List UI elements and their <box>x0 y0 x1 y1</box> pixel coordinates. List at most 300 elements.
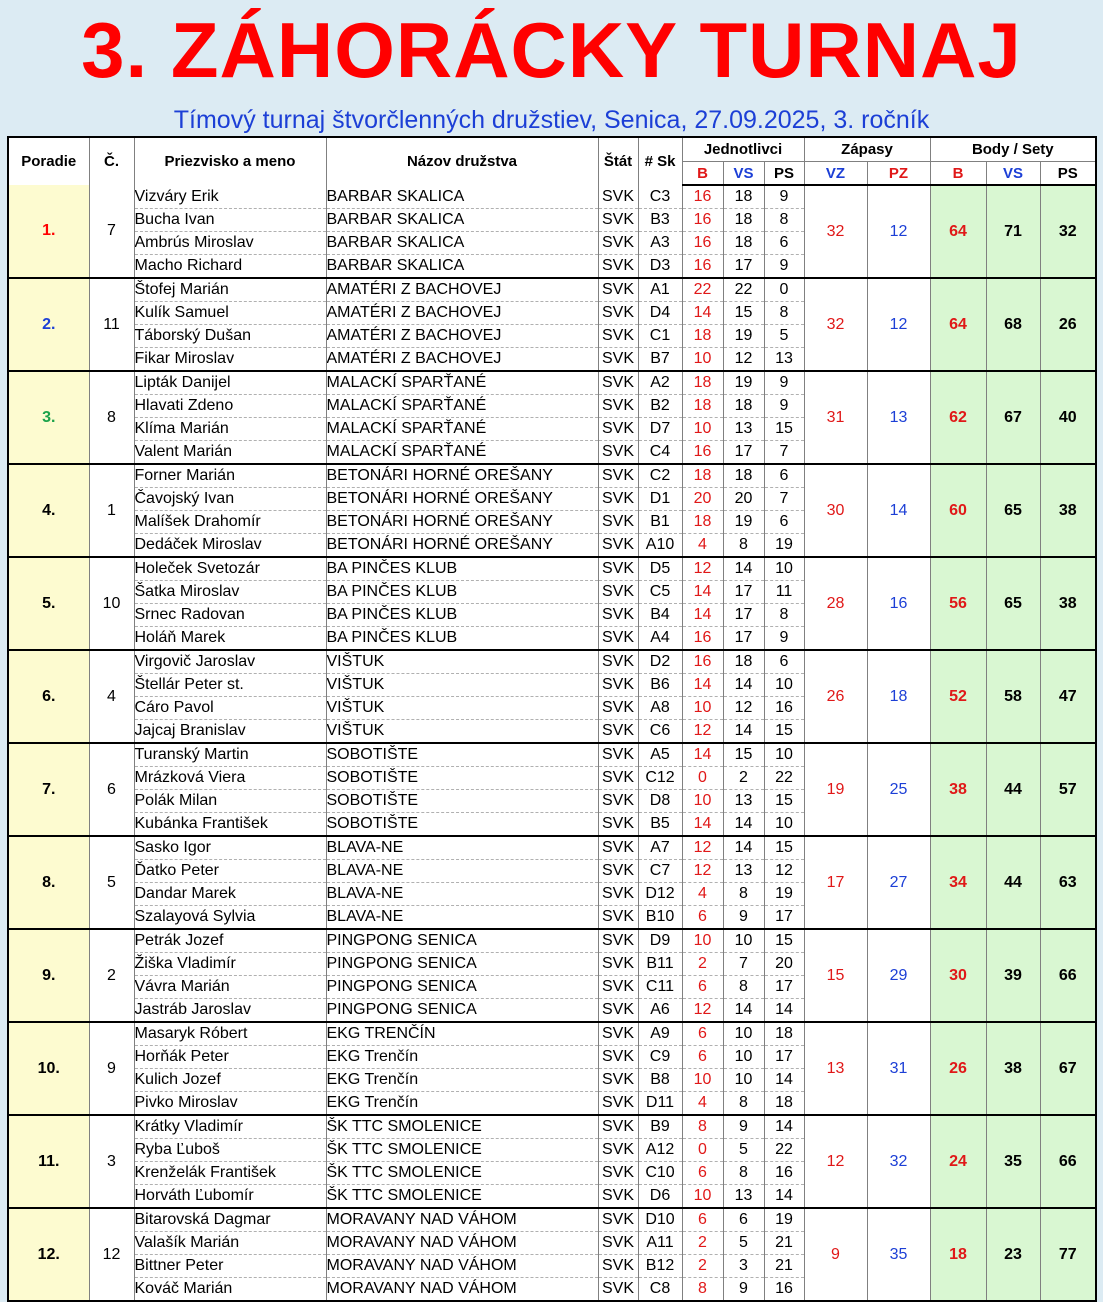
player-sk: D1 <box>638 488 682 511</box>
player-state: SVK <box>598 906 638 930</box>
player-sk: A8 <box>638 697 682 720</box>
player-b: 16 <box>682 185 723 209</box>
team-pz: 14 <box>867 464 930 557</box>
player-b: 16 <box>682 255 723 279</box>
player-name: Bitarovská Dagmar <box>134 1208 326 1232</box>
player-state: SVK <box>598 1046 638 1069</box>
player-ps: 7 <box>764 488 804 511</box>
player-b: 14 <box>682 604 723 627</box>
player-vs: 19 <box>723 325 764 348</box>
player-b: 4 <box>682 534 723 558</box>
player-name: Štellár Peter st. <box>134 674 326 697</box>
team-rank: 2. <box>8 278 89 371</box>
player-ps: 19 <box>764 534 804 558</box>
team-name: MALACKÍ SPARŤANÉ <box>326 395 598 418</box>
team-rank: 11. <box>8 1115 89 1208</box>
team-name: PINGPONG SENICA <box>326 929 598 953</box>
team-name: MORAVANY NAD VÁHOM <box>326 1208 598 1232</box>
player-state: SVK <box>598 767 638 790</box>
player-state: SVK <box>598 278 638 302</box>
player-b: 4 <box>682 1092 723 1116</box>
player-sk: A3 <box>638 232 682 255</box>
player-row <box>8 1115 1096 1139</box>
player-state: SVK <box>598 627 638 651</box>
player-ps: 17 <box>764 1046 804 1069</box>
player-b: 12 <box>682 720 723 744</box>
player-sk: A4 <box>638 627 682 651</box>
team-sets-lost: 66 <box>1040 1115 1096 1208</box>
player-b: 18 <box>682 371 723 395</box>
player-state: SVK <box>598 511 638 534</box>
player-sk: B1 <box>638 511 682 534</box>
player-name: Vizváry Erik <box>134 185 326 209</box>
team-name: VIŠTUK <box>326 720 598 744</box>
player-sk: D12 <box>638 883 682 906</box>
player-state: SVK <box>598 325 638 348</box>
player-name: Masaryk Róbert <box>134 1022 326 1046</box>
player-ps: 10 <box>764 743 804 767</box>
player-name: Turanský Martin <box>134 743 326 767</box>
player-b: 20 <box>682 488 723 511</box>
player-state: SVK <box>598 209 638 232</box>
team-name: SOBOTIŠTE <box>326 743 598 767</box>
player-vs: 17 <box>723 255 764 279</box>
player-vs: 2 <box>723 767 764 790</box>
player-sk: A5 <box>638 743 682 767</box>
team-name: BA PINČES KLUB <box>326 604 598 627</box>
header-tot-b: B <box>930 162 986 186</box>
player-b: 8 <box>682 1278 723 1302</box>
player-state: SVK <box>598 1162 638 1185</box>
player-ps: 0 <box>764 278 804 302</box>
team-vz: 17 <box>804 836 867 929</box>
player-vs: 13 <box>723 418 764 441</box>
team-rank: 12. <box>8 1208 89 1301</box>
player-b: 2 <box>682 953 723 976</box>
player-sk: D2 <box>638 650 682 674</box>
player-ps: 18 <box>764 1092 804 1116</box>
team-rank: 6. <box>8 650 89 743</box>
player-sk: A11 <box>638 1232 682 1255</box>
player-b: 10 <box>682 418 723 441</box>
team-name: EKG Trenčín <box>326 1069 598 1092</box>
player-ps: 15 <box>764 929 804 953</box>
player-sk: C6 <box>638 720 682 744</box>
team-number: 4 <box>89 650 134 743</box>
player-ps: 8 <box>764 604 804 627</box>
player-b: 12 <box>682 557 723 581</box>
team-vz: 26 <box>804 650 867 743</box>
player-state: SVK <box>598 418 638 441</box>
team-points: 56 <box>930 557 986 650</box>
player-name: Klíma Marián <box>134 418 326 441</box>
player-state: SVK <box>598 790 638 813</box>
header-sk: # Sk <box>638 137 682 185</box>
header-stat: Štát <box>598 137 638 185</box>
player-b: 14 <box>682 813 723 837</box>
player-vs: 14 <box>723 720 764 744</box>
team-points: 38 <box>930 743 986 836</box>
team-name: SOBOTIŠTE <box>326 813 598 837</box>
team-pz: 29 <box>867 929 930 1022</box>
player-vs: 17 <box>723 604 764 627</box>
player-ps: 8 <box>764 209 804 232</box>
player-vs: 20 <box>723 488 764 511</box>
team-name: PINGPONG SENICA <box>326 976 598 999</box>
team-number: 10 <box>89 557 134 650</box>
player-sk: C3 <box>638 185 682 209</box>
team-name: BA PINČES KLUB <box>326 627 598 651</box>
player-vs: 10 <box>723 1022 764 1046</box>
player-state: SVK <box>598 185 638 209</box>
player-sk: C8 <box>638 1278 682 1302</box>
player-sk: A9 <box>638 1022 682 1046</box>
player-b: 6 <box>682 906 723 930</box>
team-rank: 4. <box>8 464 89 557</box>
player-name: Jastráb Jaroslav <box>134 999 326 1023</box>
player-ps: 9 <box>764 371 804 395</box>
team-number: 3 <box>89 1115 134 1208</box>
player-sk: A6 <box>638 999 682 1023</box>
player-row <box>8 1208 1096 1232</box>
player-vs: 3 <box>723 1255 764 1278</box>
player-vs: 8 <box>723 883 764 906</box>
player-ps: 21 <box>764 1232 804 1255</box>
player-ps: 11 <box>764 581 804 604</box>
team-name: BETONÁRI HORNÉ OREŠANY <box>326 464 598 488</box>
player-b: 18 <box>682 511 723 534</box>
team-rank: 1. <box>8 185 89 278</box>
player-ps: 6 <box>764 464 804 488</box>
player-sk: B12 <box>638 1255 682 1278</box>
player-vs: 19 <box>723 371 764 395</box>
team-sets-won: 39 <box>986 929 1040 1022</box>
player-state: SVK <box>598 302 638 325</box>
player-state: SVK <box>598 860 638 883</box>
player-sk: C5 <box>638 581 682 604</box>
team-name: AMATÉRI Z BACHOVEJ <box>326 278 598 302</box>
team-name: AMATÉRI Z BACHOVEJ <box>326 325 598 348</box>
player-name: Kulík Samuel <box>134 302 326 325</box>
team-name: BETONÁRI HORNÉ OREŠANY <box>326 534 598 558</box>
header-druzstvo: Názov družstva <box>326 137 598 185</box>
player-state: SVK <box>598 1092 638 1116</box>
team-rank: 7. <box>8 743 89 836</box>
team-vz: 15 <box>804 929 867 1022</box>
player-name: Dandar Marek <box>134 883 326 906</box>
player-sk: B9 <box>638 1115 682 1139</box>
player-b: 12 <box>682 999 723 1023</box>
team-sets-won: 65 <box>986 464 1040 557</box>
player-name: Forner Marián <box>134 464 326 488</box>
player-row <box>8 1022 1096 1046</box>
team-points: 60 <box>930 464 986 557</box>
player-ps: 14 <box>764 1069 804 1092</box>
player-state: SVK <box>598 371 638 395</box>
player-state: SVK <box>598 1069 638 1092</box>
player-b: 2 <box>682 1255 723 1278</box>
player-sk: A2 <box>638 371 682 395</box>
team-sets-won: 58 <box>986 650 1040 743</box>
player-vs: 12 <box>723 348 764 372</box>
player-b: 12 <box>682 860 723 883</box>
header-ind-b: B <box>682 162 723 186</box>
player-vs: 10 <box>723 1069 764 1092</box>
header-tot-vs: VS <box>986 162 1040 186</box>
team-name: BLAVA-NE <box>326 883 598 906</box>
player-vs: 14 <box>723 674 764 697</box>
player-vs: 14 <box>723 999 764 1023</box>
player-vs: 18 <box>723 209 764 232</box>
team-name: BLAVA-NE <box>326 906 598 930</box>
player-name: Valent Marián <box>134 441 326 465</box>
header-zapasy: Zápasy <box>804 137 930 162</box>
player-vs: 18 <box>723 464 764 488</box>
player-name: Horňák Peter <box>134 1046 326 1069</box>
team-sets-won: 44 <box>986 743 1040 836</box>
team-number: 7 <box>89 185 134 278</box>
player-vs: 17 <box>723 627 764 651</box>
header-poradie: Poradie <box>8 137 89 185</box>
player-ps: 9 <box>764 185 804 209</box>
player-name: Krenželák František <box>134 1162 326 1185</box>
player-vs: 13 <box>723 790 764 813</box>
player-b: 14 <box>682 674 723 697</box>
team-name: AMATÉRI Z BACHOVEJ <box>326 302 598 325</box>
player-vs: 13 <box>723 860 764 883</box>
team-name: PINGPONG SENICA <box>326 953 598 976</box>
team-name: MORAVANY NAD VÁHOM <box>326 1278 598 1302</box>
header-pz: PZ <box>867 162 930 186</box>
team-pz: 32 <box>867 1115 930 1208</box>
player-vs: 13 <box>723 1185 764 1209</box>
team-pz: 27 <box>867 836 930 929</box>
player-sk: B2 <box>638 395 682 418</box>
team-sets-won: 65 <box>986 557 1040 650</box>
player-name: Ďatko Peter <box>134 860 326 883</box>
team-name: VIŠTUK <box>326 650 598 674</box>
player-state: SVK <box>598 581 638 604</box>
player-state: SVK <box>598 488 638 511</box>
player-vs: 18 <box>723 232 764 255</box>
team-sets-won: 44 <box>986 836 1040 929</box>
player-vs: 8 <box>723 976 764 999</box>
player-vs: 17 <box>723 581 764 604</box>
player-ps: 5 <box>764 325 804 348</box>
team-name: BARBAR SKALICA <box>326 209 598 232</box>
team-points: 52 <box>930 650 986 743</box>
player-b: 16 <box>682 441 723 465</box>
player-name: Szalayová Sylvia <box>134 906 326 930</box>
team-name: BA PINČES KLUB <box>326 581 598 604</box>
team-sets-lost: 47 <box>1040 650 1096 743</box>
header-ind-ps: PS <box>764 162 804 186</box>
player-sk: D8 <box>638 790 682 813</box>
team-points: 62 <box>930 371 986 464</box>
player-sk: C11 <box>638 976 682 999</box>
player-state: SVK <box>598 395 638 418</box>
team-pz: 16 <box>867 557 930 650</box>
player-b: 16 <box>682 232 723 255</box>
player-b: 10 <box>682 1185 723 1209</box>
team-pz: 18 <box>867 650 930 743</box>
team-name: MALACKÍ SPARŤANÉ <box>326 418 598 441</box>
player-state: SVK <box>598 743 638 767</box>
player-vs: 12 <box>723 697 764 720</box>
player-name: Pivko Miroslav <box>134 1092 326 1116</box>
team-sets-lost: 67 <box>1040 1022 1096 1115</box>
player-b: 6 <box>682 976 723 999</box>
team-sets-lost: 77 <box>1040 1208 1096 1301</box>
team-points: 26 <box>930 1022 986 1115</box>
player-row <box>8 557 1096 581</box>
player-name: Holáň Marek <box>134 627 326 651</box>
team-name: BETONÁRI HORNÉ OREŠANY <box>326 511 598 534</box>
player-sk: B8 <box>638 1069 682 1092</box>
player-sk: C4 <box>638 441 682 465</box>
player-row <box>8 185 1096 209</box>
header-body-sety: Body / Sety <box>930 137 1096 162</box>
team-name: BA PINČES KLUB <box>326 557 598 581</box>
player-state: SVK <box>598 720 638 744</box>
team-name: MALACKÍ SPARŤANÉ <box>326 441 598 465</box>
player-state: SVK <box>598 464 638 488</box>
team-pz: 12 <box>867 185 930 278</box>
team-sets-won: 35 <box>986 1115 1040 1208</box>
player-ps: 9 <box>764 627 804 651</box>
player-name: Virgovič Jaroslav <box>134 650 326 674</box>
player-state: SVK <box>598 1232 638 1255</box>
player-state: SVK <box>598 1278 638 1302</box>
player-sk: C7 <box>638 860 682 883</box>
player-ps: 13 <box>764 348 804 372</box>
player-state: SVK <box>598 255 638 279</box>
player-sk: D9 <box>638 929 682 953</box>
player-sk: C2 <box>638 464 682 488</box>
team-sets-lost: 40 <box>1040 371 1096 464</box>
player-ps: 6 <box>764 511 804 534</box>
player-name: Horváth Ľubomír <box>134 1185 326 1209</box>
player-name: Hlavati Zdeno <box>134 395 326 418</box>
player-b: 18 <box>682 325 723 348</box>
player-b: 2 <box>682 1232 723 1255</box>
player-name: Fikar Miroslav <box>134 348 326 372</box>
player-name: Kováč Marián <box>134 1278 326 1302</box>
results-table <box>7 136 1097 1302</box>
team-vz: 12 <box>804 1115 867 1208</box>
player-b: 18 <box>682 464 723 488</box>
player-ps: 14 <box>764 1185 804 1209</box>
player-ps: 22 <box>764 1139 804 1162</box>
player-row <box>8 929 1096 953</box>
team-vz: 31 <box>804 371 867 464</box>
page-title: 3. ZÁHORÁCKY TURNAJ <box>81 6 1022 94</box>
player-ps: 9 <box>764 255 804 279</box>
player-vs: 8 <box>723 1162 764 1185</box>
team-name: SOBOTIŠTE <box>326 790 598 813</box>
player-vs: 9 <box>723 1278 764 1302</box>
player-ps: 21 <box>764 1255 804 1278</box>
player-name: Polák Milan <box>134 790 326 813</box>
team-name: MORAVANY NAD VÁHOM <box>326 1255 598 1278</box>
player-state: SVK <box>598 1115 638 1139</box>
player-sk: C1 <box>638 325 682 348</box>
team-name: BETONÁRI HORNÉ OREŠANY <box>326 488 598 511</box>
player-name: Krátky Vladimír <box>134 1115 326 1139</box>
header-jednotlivci: Jednotlivci <box>682 137 804 162</box>
header-tot-ps: PS <box>1040 162 1096 186</box>
team-name: BLAVA-NE <box>326 836 598 860</box>
player-sk: C10 <box>638 1162 682 1185</box>
player-vs: 14 <box>723 836 764 860</box>
team-sets-lost: 66 <box>1040 929 1096 1022</box>
player-sk: A12 <box>638 1139 682 1162</box>
player-ps: 10 <box>764 557 804 581</box>
player-sk: C9 <box>638 1046 682 1069</box>
player-vs: 15 <box>723 743 764 767</box>
player-state: SVK <box>598 953 638 976</box>
team-vz: 13 <box>804 1022 867 1115</box>
page-subtitle: Tímový turnaj štvorčlenných družstiev, Senica, 27.09.2025, 3. ročník <box>173 106 930 134</box>
player-b: 22 <box>682 278 723 302</box>
team-number: 8 <box>89 371 134 464</box>
player-b: 0 <box>682 1139 723 1162</box>
player-sk: A7 <box>638 836 682 860</box>
team-number: 1 <box>89 464 134 557</box>
player-b: 12 <box>682 836 723 860</box>
team-pz: 25 <box>867 743 930 836</box>
player-ps: 18 <box>764 1022 804 1046</box>
player-name: Bittner Peter <box>134 1255 326 1278</box>
player-b: 6 <box>682 1046 723 1069</box>
player-ps: 15 <box>764 790 804 813</box>
player-name: Kulich Jozef <box>134 1069 326 1092</box>
player-vs: 8 <box>723 1092 764 1116</box>
team-name: VIŠTUK <box>326 697 598 720</box>
team-sets-won: 68 <box>986 278 1040 371</box>
player-state: SVK <box>598 1139 638 1162</box>
player-name: Macho Richard <box>134 255 326 279</box>
team-pz: 31 <box>867 1022 930 1115</box>
player-sk: B5 <box>638 813 682 837</box>
player-vs: 6 <box>723 1208 764 1232</box>
player-name: Čavojský Ivan <box>134 488 326 511</box>
team-sets-lost: 38 <box>1040 464 1096 557</box>
player-state: SVK <box>598 883 638 906</box>
player-b: 14 <box>682 581 723 604</box>
player-b: 10 <box>682 1069 723 1092</box>
player-name: Holeček Svetozár <box>134 557 326 581</box>
player-ps: 16 <box>764 1162 804 1185</box>
team-name: ŠK TTC SMOLENICE <box>326 1185 598 1209</box>
player-b: 6 <box>682 1022 723 1046</box>
player-ps: 6 <box>764 650 804 674</box>
player-ps: 12 <box>764 860 804 883</box>
team-pz: 12 <box>867 278 930 371</box>
player-ps: 10 <box>764 813 804 837</box>
team-vz: 19 <box>804 743 867 836</box>
player-b: 8 <box>682 1115 723 1139</box>
team-points: 64 <box>930 278 986 371</box>
player-ps: 15 <box>764 836 804 860</box>
player-row <box>8 743 1096 767</box>
player-vs: 18 <box>723 185 764 209</box>
header-cislo: Č. <box>89 137 134 185</box>
player-state: SVK <box>598 1208 638 1232</box>
team-number: 11 <box>89 278 134 371</box>
player-name: Cáro Pavol <box>134 697 326 720</box>
player-vs: 14 <box>723 557 764 581</box>
